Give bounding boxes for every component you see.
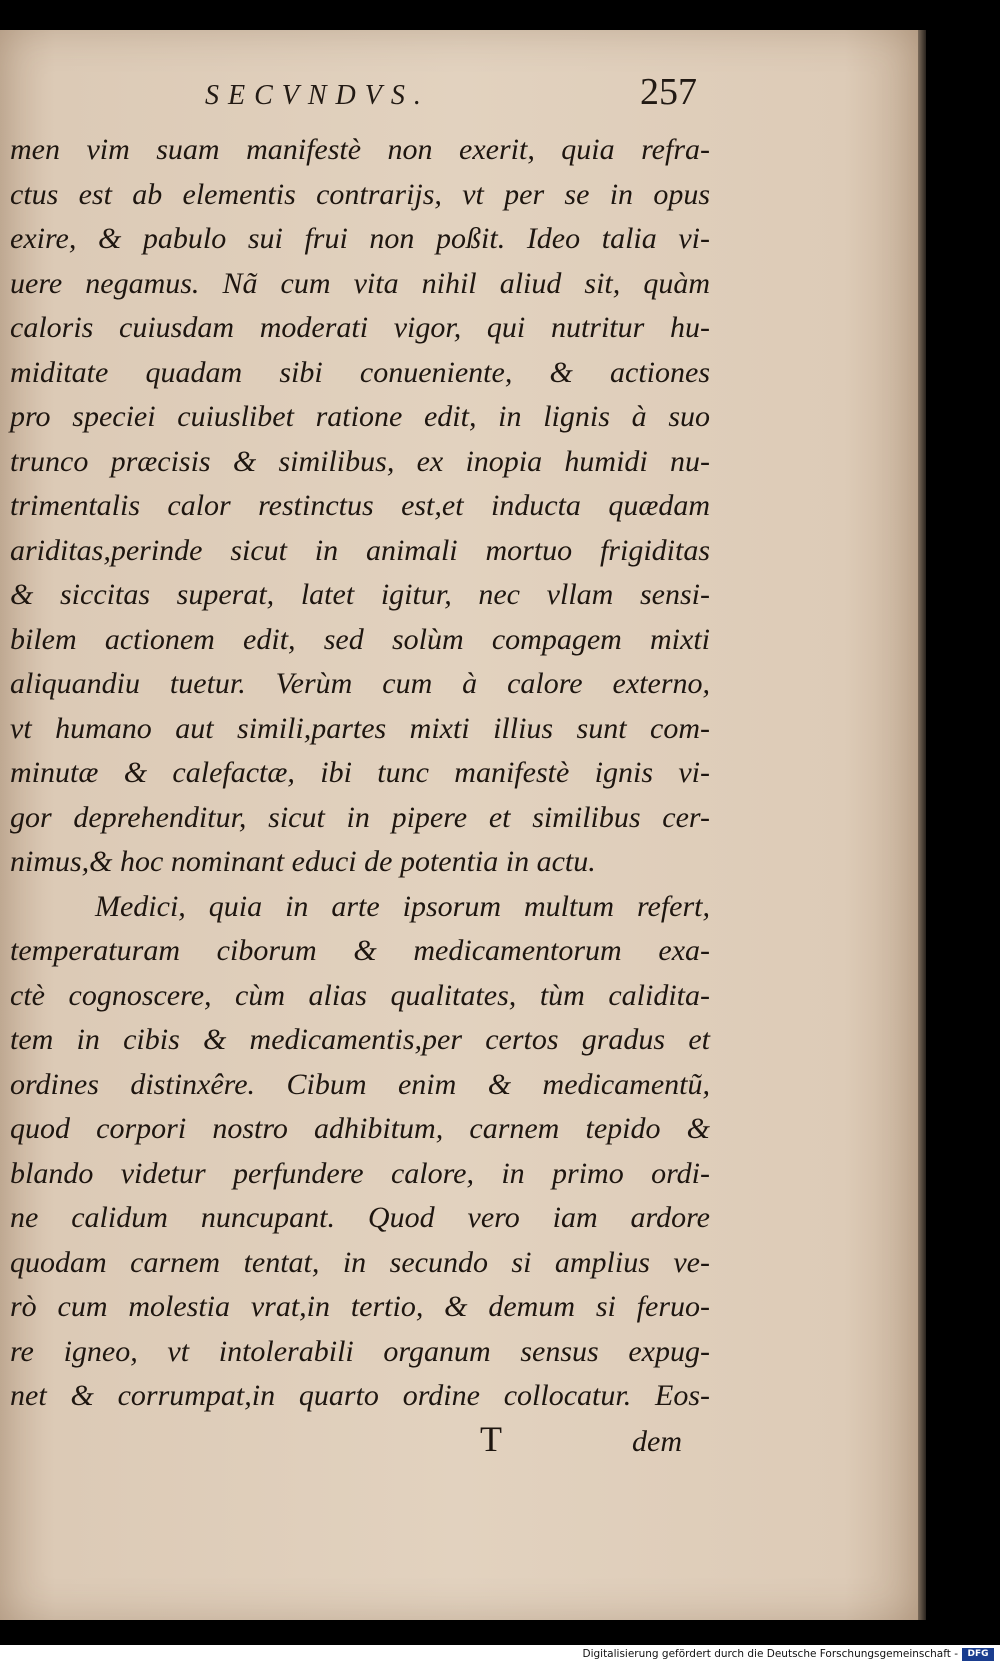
- digitization-footer: [0, 1645, 1000, 1665]
- text-line: trimentalis calor restinctus est,et inducta quædam: [10, 489, 710, 522]
- text-line: & siccitas superat, latet igitur, nec vllam sensi-: [10, 578, 710, 611]
- running-head: SECVNDVS.: [205, 80, 430, 111]
- text-line: net & corrumpat,in quarto ordine collocatur. Eos-: [10, 1379, 710, 1412]
- text-line: gor deprehenditur, sicut in pipere et similibus cer-: [10, 800, 710, 834]
- signature-mark: T: [480, 1419, 502, 1459]
- text-line: uere negamus. Nã cum vita nihil aliud sit, quàm: [10, 266, 710, 300]
- text-line: vt humano aut simili,partes mixti illius sunt com-: [10, 711, 710, 745]
- text-line: aliquandiu tuetur. Verùm cum à calore externo,: [10, 667, 710, 700]
- paragraph-first-line: Medici, quia in arte ipsorum multum refert,: [95, 889, 710, 923]
- text-line: blando videtur perfundere calore, in primo ordi-: [10, 1156, 710, 1190]
- page-header: [0, 52, 918, 112]
- text-line: minutæ & calefactæ, ibi tunc manifestè ignis vi-: [10, 756, 710, 789]
- body-text: [10, 128, 710, 1419]
- text-line: ne calidum nuncupant. Quod vero iam ardore: [10, 1201, 710, 1234]
- text-line: tem in cibis & medicamentis,per certos gradus et: [10, 1023, 710, 1056]
- text-line: bilem actionem edit, sed solùm compagem mixti: [10, 622, 710, 656]
- text-line: pro speciei cuiuslibet ratione edit, in lignis à suo: [10, 400, 710, 433]
- text-line: rò cum molestia vrat,in tertio, & demum si feruo-: [10, 1290, 710, 1323]
- text-line: ordines distinxêre. Cibum enim & medicamentũ,: [10, 1067, 710, 1101]
- text-line: men vim suam manifestè non exerit, quia refra-: [10, 133, 710, 166]
- dfg-logo[interactable]: DFG: [962, 1648, 994, 1661]
- text-line: caloris cuiusdam moderati vigor, qui nutritur hu-: [10, 311, 710, 344]
- text-line: ariditas,perinde sicut in animali mortuo frigiditas: [10, 533, 710, 567]
- catchword: dem: [632, 1425, 682, 1458]
- text-line: re igneo, vt intolerabili organum sensus expug-: [10, 1334, 710, 1368]
- text-line: ctus est ab elementis contrarijs, vt per se in opus: [10, 177, 710, 211]
- text-line: miditate quadam sibi conueniente, & actiones: [10, 355, 710, 389]
- text-line: trunco præcisis & similibus, ex inopia humidi nu-: [10, 444, 710, 478]
- text-line: quodam carnem tentat, in secundo si amplius ve-: [10, 1245, 710, 1279]
- page-edge: [918, 30, 926, 1620]
- text-line: ctè cognoscere, cùm alias qualitates, tùm calidita-: [10, 978, 710, 1012]
- text-line: nimus,& hoc nominant educi de potentia in actu.: [10, 845, 596, 878]
- page-number: 257: [640, 71, 697, 113]
- text-line: quod corpori nostro adhibitum, carnem tepido &: [10, 1112, 710, 1145]
- text-line: temperaturam ciborum & medicamentorum exa-: [10, 934, 710, 967]
- text-line: exire, & pabulo sui frui non poßit. Ideo talia vi-: [10, 222, 710, 255]
- funding-credit: Digitalisierung gefördert durch die Deutsche Forschungsgemeinschaft -: [582, 1648, 958, 1660]
